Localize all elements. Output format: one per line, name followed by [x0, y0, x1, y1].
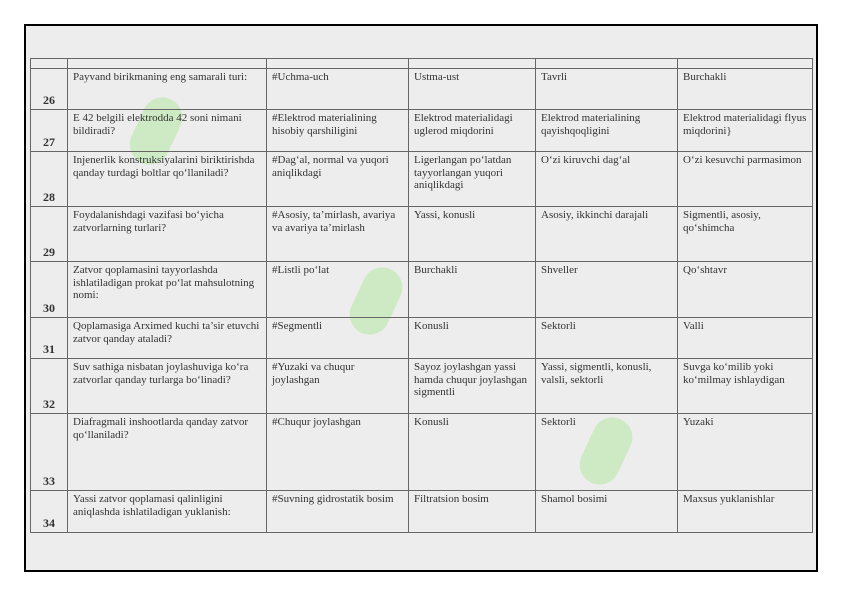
- question-text: Suv sathiga nisbatan joylashuviga ko‘ra zatvorlar qanday turlarga bo‘linadi?: [68, 359, 267, 414]
- answer-option-4: Valli: [678, 318, 813, 359]
- table-row: [31, 207, 813, 262]
- question-text: Injenerlik konstruksiyalarini biriktirishda qanday turdagi boltlar qo‘llaniladi?: [68, 152, 267, 207]
- answer-option-4: Suvga ko‘milib yoki ko‘milmay ishlaydigan: [678, 359, 813, 414]
- answer-correct: #Listli po‘lat: [267, 262, 409, 318]
- answer-correct: #Asosiy, ta’mirlash, avariya va avariya ta’mirlash: [267, 207, 409, 262]
- answer-option-3: Sektorli: [536, 414, 678, 491]
- answer-option-3: Elektrod materialining qayishqoqligini: [536, 110, 678, 152]
- answer-option-2: Elektrod materialidagi uglerod miqdorini: [409, 110, 536, 152]
- table-row: [31, 110, 813, 152]
- answer-option-4: O‘zi kesuvchi parmasimon: [678, 152, 813, 207]
- answer-option-2: Konusli: [409, 414, 536, 491]
- answer-option-4: Elektrod materialidagi flyus miqdorini}: [678, 110, 813, 152]
- question-text: Qoplamasiga Arximed kuchi ta’sir etuvchi zatvor qanday ataladi?: [68, 318, 267, 359]
- table-row: [31, 414, 813, 491]
- answer-option-2: Burchakli: [409, 262, 536, 318]
- answer-option-3: Sektorli: [536, 318, 678, 359]
- table-row: [31, 318, 813, 359]
- answer-option-2: Yassi, konusli: [409, 207, 536, 262]
- table-row: [31, 359, 813, 414]
- question-text: Payvand birikmaning eng samarali turi:: [68, 69, 267, 110]
- answer-option-2: Ustma-ust: [409, 69, 536, 110]
- table-row: [31, 491, 813, 533]
- question-number: 32: [31, 359, 68, 414]
- question-text: E 42 belgili elektrodda 42 soni nimani bildiradi?: [68, 110, 267, 152]
- question-number: 28: [31, 152, 68, 207]
- answer-option-3: Shveller: [536, 262, 678, 318]
- document-page: [24, 24, 818, 572]
- question-text: Foydalanishdagi vazifasi bo‘yicha zatvorlarning turlari?: [68, 207, 267, 262]
- question-text: Zatvor qoplamasini tayyorlashda ishlatiladigan prokat po‘lat mahsulotning nomi:: [68, 262, 267, 318]
- answer-option-4: Sigmentli, asosiy, qo‘shimcha: [678, 207, 813, 262]
- answer-correct: #Yuzaki va chuqur joylashgan: [267, 359, 409, 414]
- question-number: 33: [31, 414, 68, 491]
- answer-correct: #Dag‘al, normal va yuqori aniqlikdagi: [267, 152, 409, 207]
- answer-option-4: Qo‘shtavr: [678, 262, 813, 318]
- table-header-row: [31, 59, 813, 69]
- answer-option-4: Maxsus yuklanishlar: [678, 491, 813, 533]
- answer-correct: #Chuqur joylashgan: [267, 414, 409, 491]
- question-number: 30: [31, 262, 68, 318]
- answer-option-2: Sayoz joylashgan yassi hamda chuqur joylashgan sigmentli: [409, 359, 536, 414]
- answer-option-3: Yassi, sigmentli, konusli, valsli, sektorli: [536, 359, 678, 414]
- question-text: Diafragmali inshootlarda qanday zatvor qo‘llaniladi?: [68, 414, 267, 491]
- answer-correct: #Elektrod materialining hisobiy qarshiligini: [267, 110, 409, 152]
- top-empty-band: [26, 26, 816, 54]
- answer-option-2: Filtratsion bosim: [409, 491, 536, 533]
- question-number: 31: [31, 318, 68, 359]
- question-number: 26: [31, 69, 68, 110]
- question-number: 27: [31, 110, 68, 152]
- question-text: Yassi zatvor qoplamasi qalinligini aniqlashda ishlatiladigan yuklanish:: [68, 491, 267, 533]
- table-row: [31, 69, 813, 110]
- question-number: 34: [31, 491, 68, 533]
- answer-option-3: Asosiy, ikkinchi darajali: [536, 207, 678, 262]
- questions-table: [30, 58, 813, 533]
- question-number: 29: [31, 207, 68, 262]
- answer-option-3: Shamol bosimi: [536, 491, 678, 533]
- answer-option-4: Yuzaki: [678, 414, 813, 491]
- answer-option-2: Konusli: [409, 318, 536, 359]
- answer-option-3: Tavrli: [536, 69, 678, 110]
- answer-option-3: O‘zi kiruvchi dag‘al: [536, 152, 678, 207]
- answer-correct: #Segmentli: [267, 318, 409, 359]
- answer-option-4: Burchakli: [678, 69, 813, 110]
- answer-option-2: Ligerlangan po‘latdan tayyorlangan yuqori aniqlikdagi: [409, 152, 536, 207]
- answer-correct: #Suvning gidrostatik bosim: [267, 491, 409, 533]
- answer-correct: #Uchma-uch: [267, 69, 409, 110]
- table-row: [31, 262, 813, 318]
- table-row: [31, 152, 813, 207]
